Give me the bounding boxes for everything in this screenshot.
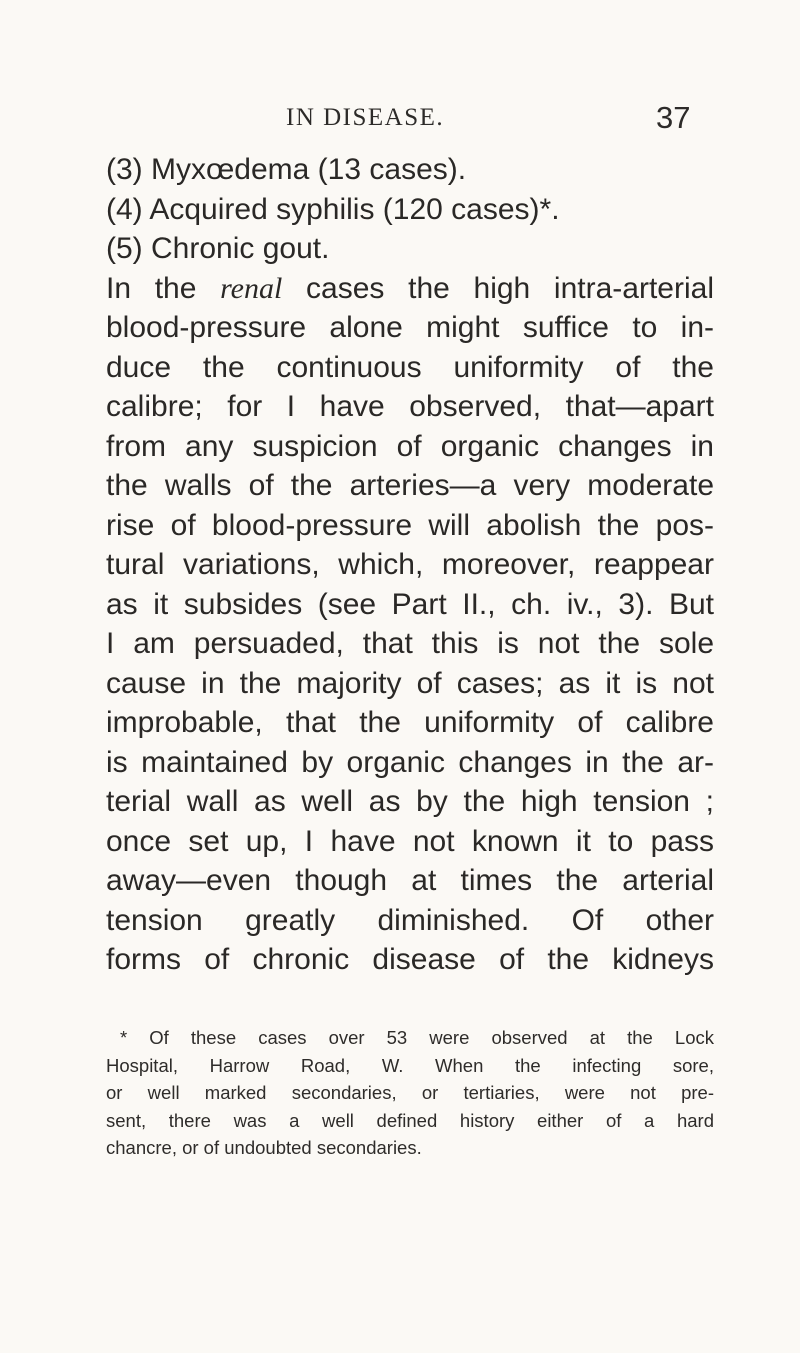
paragraph-line: as it subsides (see Part II., ch. iv., 3). But <box>106 587 714 621</box>
paragraph-line: from any suspicion of organic changes in <box>106 429 714 463</box>
paragraph-line: blood-pressure alone might suffice to in- <box>106 311 714 344</box>
paragraph-line: duce the continuous uniformity of the <box>106 350 714 384</box>
footnote <box>106 1024 714 1162</box>
footnote-line: * Of these cases over 53 were observed at the Lock <box>120 1027 714 1048</box>
list-item: (4) Acquired syphilis (120 cases)*. <box>106 192 560 226</box>
paragraph-line: once set up, I have not known it to pass <box>106 824 714 858</box>
paragraph-line: rise of blood-pressure will abolish the pos- <box>106 508 714 542</box>
paragraph-line: terial wall as well as by the high tension ; <box>106 785 714 818</box>
footnote-line: chancre, or of undoubted secondaries. <box>106 1137 422 1158</box>
text-run: cases the high intra-arterial <box>282 271 714 305</box>
paragraph-line: the walls of the arteries—a very moderate <box>106 469 714 502</box>
paragraph-line: calibre; for I have observed, that—apart <box>106 390 714 423</box>
paragraph-line: is maintained by organic changes in the ar- <box>106 745 714 779</box>
paragraph-line: tural variations, which, moreover, reappear <box>106 548 714 581</box>
paragraph-line <box>106 269 714 309</box>
page-number: 37 <box>656 100 691 135</box>
footnote-line: or well marked secondaries, or tertiaries, were not pre- <box>106 1082 714 1103</box>
list-item: (5) Chronic gout. <box>106 232 330 265</box>
footnote-line: sent, there was a well defined history either of a hard <box>106 1109 714 1131</box>
footnote-line: Hospital, Harrow Road, W. When the infecting sore, <box>106 1054 714 1076</box>
italic-word: renal <box>220 271 283 305</box>
paragraph-line: cause in the majority of cases; as it is not <box>106 666 714 700</box>
paragraph-line: away—even though at times the arterial <box>106 864 714 897</box>
paragraph-line: tension greatly diminished. Of other <box>106 903 714 937</box>
main-text <box>106 150 714 980</box>
running-title: IN DISEASE. <box>286 104 445 131</box>
paragraph-line: I am persuaded, that this is not the sole <box>106 627 714 660</box>
text-run: In the <box>106 271 221 305</box>
paragraph-line: forms of chronic disease of the kidneys <box>106 943 714 976</box>
paragraph-line: improbable, that the uniformity of calibre <box>106 706 714 739</box>
list-item: (3) Myxœdema (13 cases). <box>106 153 467 186</box>
